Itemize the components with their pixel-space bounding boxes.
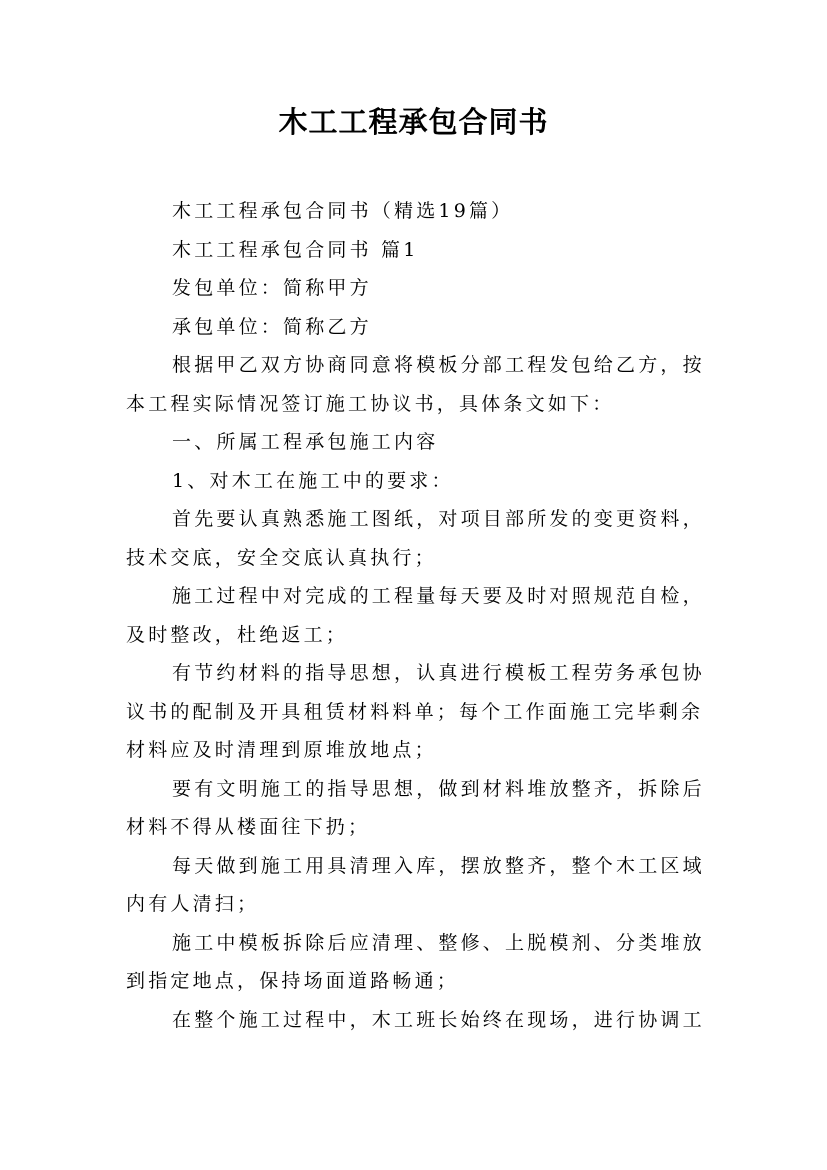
text-line: 材料应及时清理到原堆放地点；	[126, 739, 437, 761]
text-line: 技术交底，安全交底认真执行；	[126, 546, 437, 569]
text-line: 首先要认真熟悉施工图纸，对项目部所发的变更资料，	[172, 508, 705, 530]
text-line: 每天做到施工用具清理入库，摆放整齐，整个木工区域	[172, 854, 705, 877]
text-line: 施工中模板拆除后应清理、整修、上脱模剂、分类堆放	[172, 931, 705, 954]
text-line: 发包单位：简称甲方	[172, 277, 372, 299]
text-line: 一、所属工程承包施工内容	[172, 431, 439, 453]
text-line: 承包单位：简称乙方	[172, 315, 372, 338]
text-line: 在整个施工过程中，木工班长始终在现场，进行协调工	[172, 1008, 705, 1031]
text-line: 内有人清扫；	[126, 893, 260, 915]
text-line: 材料不得从楼面往下扔；	[126, 816, 371, 838]
text-line: 到指定地点，保持场面道路畅通；	[126, 970, 460, 992]
text-line: 及时整改，杜绝返工；	[126, 623, 349, 646]
document-body	[126, 192, 706, 1039]
text-line: 有节约材料的指导思想，认真进行模板工程劳务承包协	[172, 662, 705, 684]
text-line: 1、对木工在施工中的要求：	[172, 469, 454, 492]
text-line: 木工工程承包合同书 篇1	[172, 238, 419, 261]
text-line: 根据甲乙双方协商同意将模板分部工程发包给乙方，按	[172, 354, 705, 376]
document-title: 木工工程承包合同书	[278, 105, 549, 139]
text-line: 施工过程中对完成的工程量每天要及时对照规范自检，	[172, 585, 705, 607]
text-line: 木工工程承包合同书（精选19篇）	[172, 200, 514, 222]
text-line: 本工程实际情况签订施工协议书，具体条文如下：	[126, 392, 615, 415]
text-line: 议书的配制及开具租赁材料料单；每个工作面施工完毕剩余	[126, 700, 704, 723]
text-line: 要有文明施工的指导思想，做到材料堆放整齐，拆除后	[172, 777, 705, 800]
